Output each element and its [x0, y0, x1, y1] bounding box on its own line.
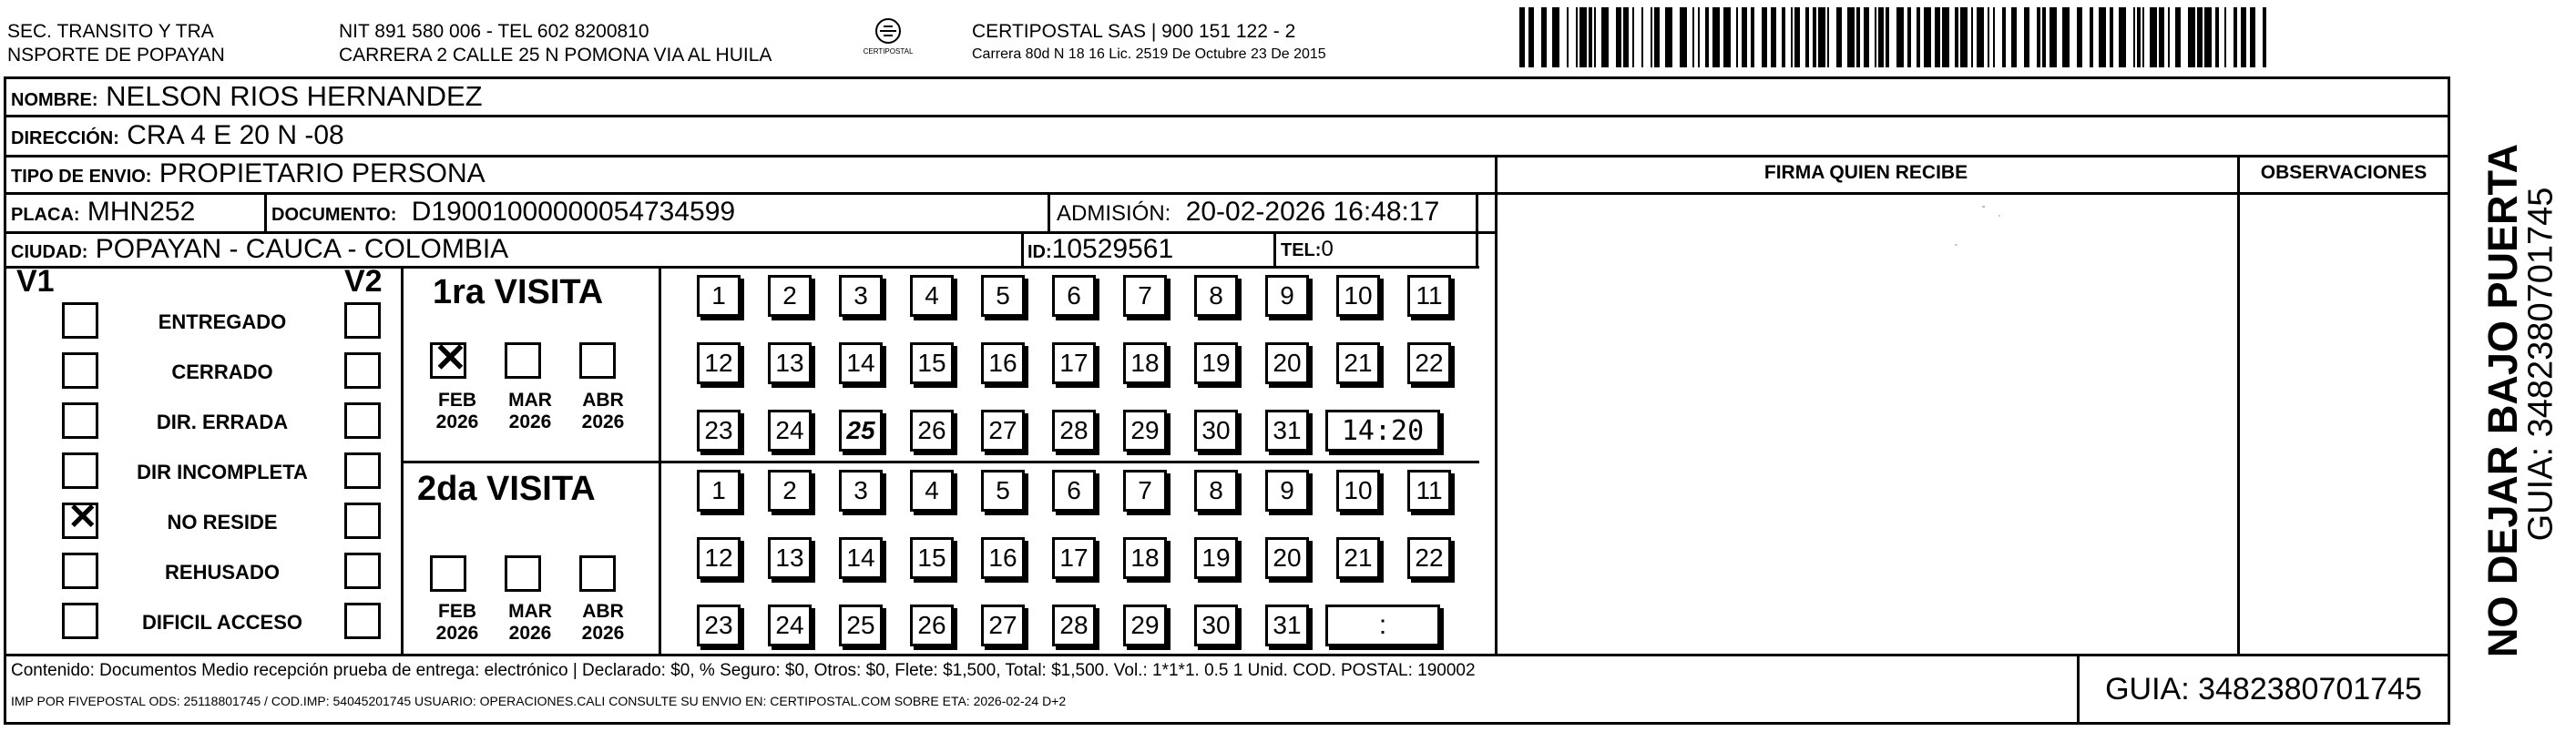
- visit1-day-16[interactable]: 16: [981, 342, 1025, 384]
- id-field: [1027, 233, 1173, 269]
- visit1-day-3[interactable]: 3: [839, 275, 883, 317]
- visit1-day-8[interactable]: 8: [1194, 275, 1238, 317]
- visit2-day-29[interactable]: 29: [1123, 605, 1167, 646]
- v2-checkbox[interactable]: [344, 302, 381, 339]
- status-label: CERRADO: [171, 361, 273, 383]
- nombre-row: [11, 80, 483, 117]
- visit1-day-4[interactable]: 4: [910, 275, 954, 317]
- visit2-day-8[interactable]: 8: [1194, 470, 1238, 512]
- placa-label: PLACA:: [11, 205, 80, 225]
- admision-label: ADMISIÓN:: [1057, 201, 1171, 226]
- visit2-day-1[interactable]: 1: [697, 470, 741, 512]
- visit2-day-15[interactable]: 15: [910, 537, 954, 579]
- v1-header: V1: [16, 264, 55, 299]
- v2-header: V2: [344, 264, 383, 299]
- observaciones-header: OBSERVACIONES: [2260, 162, 2428, 183]
- visit2-month-labels: [412, 601, 649, 645]
- visit1-month-abr-checkbox[interactable]: [579, 342, 616, 379]
- courier-line-1: CERTIPOSTAL SAS | 900 151 122 - 2: [972, 21, 1296, 42]
- visit1-time: 14:20: [1341, 414, 1425, 447]
- visit2-month-mar-checkbox[interactable]: [505, 555, 541, 592]
- v2-checkbox[interactable]: [344, 603, 381, 639]
- v2-checkbox[interactable]: [344, 452, 381, 489]
- visit2-day-6[interactable]: 6: [1052, 470, 1096, 512]
- visit2-time-box[interactable]: [1325, 605, 1440, 646]
- visit1-day-22[interactable]: 22: [1407, 342, 1451, 384]
- visit2-day-11[interactable]: 11: [1407, 470, 1451, 512]
- visit1-day-13[interactable]: 13: [768, 342, 812, 384]
- visit2-day-25[interactable]: 25: [839, 605, 883, 646]
- visit2-day-17[interactable]: 17: [1052, 537, 1096, 579]
- v1-checkbox[interactable]: [62, 402, 98, 439]
- courier-info: [972, 20, 1326, 66]
- visit1-year-mar: 2026: [508, 412, 552, 432]
- footer-contenido: Contenido: Documentos Medio recepción prueba de entrega: electrónico | Declarado: $0, % Seguro: $0, Otros: $0, Flete: $1,500, Total: $1,500. Vol.: 1*1*1. 0.5 1 Unid. COD. POSTAL: 190002: [11, 661, 1476, 680]
- svg-text:CERTIPOSTAL: CERTIPOSTAL: [863, 47, 914, 56]
- visit1-month-mar-checkbox[interactable]: [505, 342, 541, 379]
- visit2-month-feb-checkbox[interactable]: [430, 555, 466, 592]
- visit1-day-12[interactable]: 12: [697, 342, 741, 384]
- firma-header: FIRMA QUIEN RECIBE: [1763, 162, 1968, 183]
- tipo-envio-row: [11, 158, 486, 193]
- sender-contact: [339, 20, 772, 67]
- admision-field: [1057, 196, 1439, 230]
- visit2-day-23[interactable]: 23: [697, 605, 741, 646]
- visit2-day-18[interactable]: 18: [1123, 537, 1167, 579]
- id-label: ID:: [1027, 242, 1052, 262]
- visit1-day-10[interactable]: 10: [1336, 275, 1380, 317]
- direccion-value: CRA 4 E 20 N -08: [127, 120, 344, 150]
- visit2-day-24[interactable]: 24: [768, 605, 812, 646]
- visit1-month-labels: [412, 390, 649, 433]
- visit1-day-26[interactable]: 26: [910, 410, 954, 452]
- ciudad-field: [11, 233, 508, 269]
- visit1-month-feb: FEB: [438, 390, 476, 411]
- visit1-day-24[interactable]: 24: [768, 410, 812, 452]
- visit1-day-11[interactable]: 11: [1407, 275, 1451, 317]
- visit1-day-21[interactable]: 21: [1336, 342, 1380, 384]
- visit1-time-box[interactable]: [1325, 410, 1440, 452]
- documento-value: D19001000000054734599: [411, 197, 736, 227]
- direccion-row: [11, 119, 344, 155]
- status-label: REHUSADO: [165, 561, 280, 584]
- footer-guia: GUIA: 3482380701745: [2105, 672, 2422, 706]
- tel-field: [1281, 235, 1334, 265]
- placa-field: [11, 196, 195, 231]
- placa-value: MHN252: [87, 197, 196, 227]
- visit2-day-3[interactable]: 3: [839, 470, 883, 512]
- visit1-day-20[interactable]: 20: [1265, 342, 1309, 384]
- ciudad-value: POPAYAN - CAUCA - COLOMBIA: [95, 234, 509, 264]
- sender-line-1: SEC. TRANSITO Y TRA: [7, 21, 214, 42]
- visit2-month-feb: FEB: [438, 601, 476, 622]
- visit1-day-30[interactable]: 30: [1194, 410, 1238, 452]
- visit1-day-27[interactable]: 27: [981, 410, 1025, 452]
- status-label: DIR INCOMPLETA: [137, 461, 308, 483]
- visit2-time: :: [1378, 610, 1387, 640]
- visit2-year-feb: 2026: [435, 623, 479, 644]
- visit2-day-28[interactable]: 28: [1052, 605, 1096, 646]
- visit1-month-abr: ABR: [582, 390, 624, 411]
- visit1-day-18[interactable]: 18: [1123, 342, 1167, 384]
- visit1-day-31[interactable]: 31: [1265, 410, 1309, 452]
- visit2-day-19[interactable]: 19: [1194, 537, 1238, 579]
- visit2-day-10[interactable]: 10: [1336, 470, 1380, 512]
- visit1-year-abr: 2026: [581, 412, 625, 432]
- signature-area: [1499, 197, 2234, 650]
- v2-checkbox[interactable]: [344, 402, 381, 439]
- certipostal-logo-icon: [856, 16, 920, 56]
- visit1-day-19[interactable]: 19: [1194, 342, 1238, 384]
- visit1-day-5[interactable]: 5: [981, 275, 1025, 317]
- tel-label: TEL:: [1281, 240, 1322, 260]
- side-guia: GUIA: 3482380701745: [2521, 187, 2561, 542]
- no-dejar-bajo-puerta: NO DEJAR BAJO PUERTA: [2479, 143, 2526, 658]
- v1-checkbox[interactable]: [62, 553, 98, 589]
- visit1-day-2[interactable]: 2: [768, 275, 812, 317]
- v2-checkbox[interactable]: [344, 503, 381, 539]
- sender-name: [7, 20, 225, 67]
- nombre-value: NELSON RIOS HERNANDEZ: [106, 80, 483, 112]
- v2-checkbox[interactable]: [344, 352, 381, 389]
- documento-field: [271, 196, 735, 231]
- address-line: CARRERA 2 CALLE 25 N POMONA VIA AL HUILA: [339, 45, 772, 66]
- visit2-day-30[interactable]: 30: [1194, 605, 1238, 646]
- visit2-day-21[interactable]: 21: [1336, 537, 1380, 579]
- barcode: [1519, 7, 2268, 67]
- v1-checkbox[interactable]: [62, 452, 98, 489]
- visit1-day-9[interactable]: 9: [1265, 275, 1309, 317]
- direccion-label: DIRECCIÓN:: [11, 128, 119, 148]
- v1-checkbox[interactable]: [62, 302, 98, 339]
- visit1-day-28[interactable]: 28: [1052, 410, 1096, 452]
- visit2-day-9[interactable]: 9: [1265, 470, 1309, 512]
- visit2-month-abr: ABR: [582, 601, 624, 622]
- documento-label: DOCUMENTO:: [271, 205, 397, 225]
- visit2-day-26[interactable]: 26: [910, 605, 954, 646]
- tipo-envio-value: PROPIETARIO PERSONA: [158, 158, 486, 188]
- courier-line-2: Carrera 80d N 18 16 Lic. 2519 De Octubre 23 De 2015: [972, 46, 1326, 62]
- visit2-day-20[interactable]: 20: [1265, 537, 1309, 579]
- footer-imp: IMP POR FIVEPOSTAL ODS: 25118801745 / COD.IMP: 54045201745 USUARIO: OPERACIONES.CALI CONSULTE SU ENVIO EN: CERTIPOSTAL.COM SOBRE ETA: 2026-02-24 D+2: [11, 694, 1067, 708]
- visit2-year-abr: 2026: [581, 623, 625, 644]
- status-label: DIFICIL ACCESO: [141, 611, 302, 634]
- visit1-day-29[interactable]: 29: [1123, 410, 1167, 452]
- visit1-month-mar: MAR: [508, 390, 552, 411]
- visit1-title: 1ra VISITA: [433, 273, 604, 311]
- visit2-day-7[interactable]: 7: [1123, 470, 1167, 512]
- nombre-label: NOMBRE:: [11, 90, 98, 110]
- v1-checkbox[interactable]: [62, 603, 98, 639]
- visit2-month-abr-checkbox[interactable]: [579, 555, 616, 592]
- visit1-day-1[interactable]: 1: [697, 275, 741, 317]
- tipo-envio-label: TIPO DE ENVIO:: [11, 167, 152, 187]
- visit2-day-22[interactable]: 22: [1407, 537, 1451, 579]
- visit1-day-23[interactable]: 23: [697, 410, 741, 452]
- visit2-day-31[interactable]: 31: [1265, 605, 1309, 646]
- visit2-day-13[interactable]: 13: [768, 537, 812, 579]
- visit2-year-mar: 2026: [508, 623, 552, 644]
- visit1-day-7[interactable]: 7: [1123, 275, 1167, 317]
- visit2-title: 2da VISITA: [417, 470, 596, 508]
- visit2-day-14[interactable]: 14: [839, 537, 883, 579]
- ciudad-label: CIUDAD:: [11, 242, 88, 262]
- visit1-day-15[interactable]: 15: [910, 342, 954, 384]
- visit1-year-feb: 2026: [435, 412, 479, 432]
- visit1-feb-mark: ✕: [434, 336, 467, 381]
- status-label: ENTREGADO: [158, 310, 287, 333]
- visit2-day-27[interactable]: 27: [981, 605, 1025, 646]
- visit2-day-2[interactable]: 2: [768, 470, 812, 512]
- v1-checkbox[interactable]: [62, 352, 98, 389]
- status-label: DIR. ERRADA: [156, 411, 289, 433]
- tel-value: 0: [1321, 237, 1334, 261]
- visit1-day-25[interactable]: 25: [839, 410, 883, 452]
- visit2-month-mar: MAR: [508, 601, 552, 622]
- nit-line: NIT 891 580 006 - TEL 602 8200810: [339, 21, 649, 42]
- visit2-day-4[interactable]: 4: [910, 470, 954, 512]
- v2-checkbox[interactable]: [344, 553, 381, 589]
- status-label: NO RESIDE: [167, 511, 278, 534]
- sender-line-2: NSPORTE DE POPAYAN: [7, 45, 225, 66]
- visit1-day-14[interactable]: 14: [839, 342, 883, 384]
- visit1-day-6[interactable]: 6: [1052, 275, 1096, 317]
- visit2-day-16[interactable]: 16: [981, 537, 1025, 579]
- v1-no-reside-mark: ✕: [67, 497, 98, 537]
- visit1-day-17[interactable]: 17: [1052, 342, 1096, 384]
- id-value: 10529561: [1051, 234, 1174, 264]
- visit2-day-5[interactable]: 5: [981, 470, 1025, 512]
- admision-value: 20-02-2026 16:48:17: [1185, 197, 1440, 227]
- visit2-day-12[interactable]: 12: [697, 537, 741, 579]
